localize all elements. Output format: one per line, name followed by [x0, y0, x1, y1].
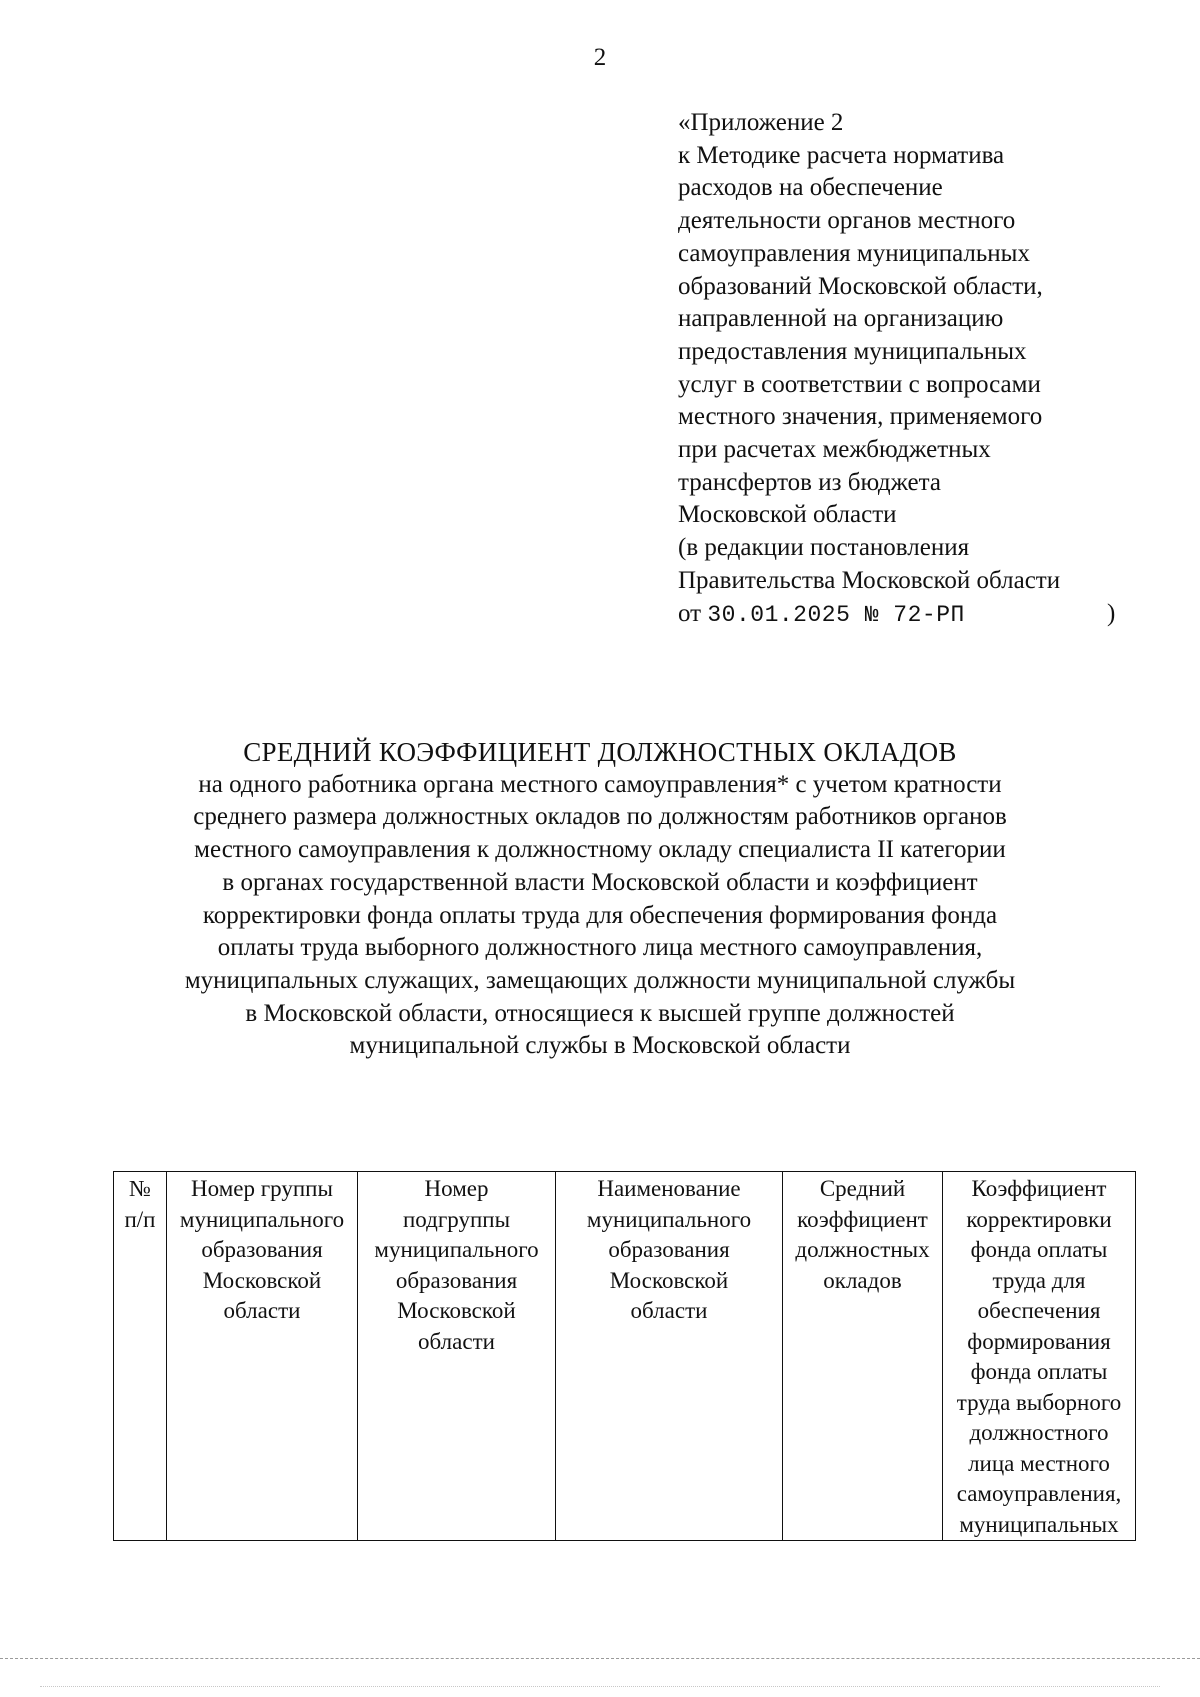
coefficient-table-wrap: [113, 1171, 1135, 1541]
date-prefix: от: [678, 599, 702, 627]
appendix-line: при расчетах межбюджетных: [678, 436, 991, 464]
appendix-line: «Приложение 2: [678, 109, 844, 136]
header-cell-correction-coefficient: Коэффициент корректировки фонда оплаты труда для обеспечения формирования фонда оплаты труда выборного должностного лица местного самоуправления, муниципальных: [943, 1172, 1136, 1541]
title-line: корректировки фонда оплаты труда для обеспечения формирования фонда: [202, 901, 998, 929]
appendix-line: местного значения, применяемого: [678, 403, 1043, 431]
table-header-row: [114, 1172, 1136, 1541]
title-line: в органах государственной власти Московской области и коэффициент: [222, 868, 978, 896]
appendix-line: образований Московской области,: [678, 272, 1043, 300]
header-cell-subgroup: Номер подгруппы муниципального образования Московской области: [358, 1172, 556, 1541]
appendix-line: Московской области: [678, 501, 897, 529]
appendix-line: самоуправления муниципальных: [678, 239, 1030, 267]
appendix-line: направленной на организацию: [678, 305, 1004, 333]
appendix-line: деятельности органов местного: [678, 207, 1016, 235]
appendix-header: [678, 107, 1148, 631]
header-cell-number: № п/п: [114, 1172, 167, 1541]
appendix-line: Правительства Московской области: [678, 566, 1061, 594]
title-main: СРЕДНИЙ КОЭФФИЦИЕНТ ДОЛЖНОСТНЫХ ОКЛАДОВ: [243, 737, 957, 767]
appendix-line: расходов на обеспечение: [678, 174, 943, 202]
header-cell-group: Номер группы муниципального образования Московской области: [167, 1172, 358, 1541]
title-line: муниципальных служащих, замещающих должности муниципальной службы: [184, 966, 1016, 994]
title-line: на одного работника органа местного самоуправления* с учетом кратности: [198, 770, 1002, 798]
appendix-line: услуг в соответствии с вопросами: [678, 370, 1041, 398]
title-line: в Московской области, относящиеся к высшей группе должностей: [245, 999, 955, 1027]
title-line: оплаты труда выборного должностного лица местного самоуправления,: [217, 934, 983, 962]
appendix-line: трансфертов из бюджета: [678, 468, 941, 496]
title-line: муниципальной службы в Московской области: [349, 1032, 851, 1060]
coefficient-table: [113, 1171, 1136, 1541]
scan-edge-line: [40, 1686, 1160, 1687]
appendix-line: (в редакции постановления: [678, 534, 970, 562]
scan-edge-line: [0, 1658, 1200, 1659]
title-line: среднего размера должностных окладов по должностям работников органов: [193, 803, 1007, 831]
appendix-line: предоставления муниципальных: [678, 337, 1027, 365]
appendix-date-line: [678, 598, 1148, 632]
appendix-line: к Методике расчета норматива: [678, 141, 1005, 169]
title-line: местного самоуправления к должностному окладу специалиста II категории: [194, 836, 1006, 864]
header-cell-municipality-name: Наименование муниципального образования Московской области: [556, 1172, 783, 1541]
date-stamp: 30.01.2025 № 72-РП: [707, 601, 965, 628]
header-cell-average-coefficient: Средний коэффициент должностных окладов: [783, 1172, 943, 1541]
page-number: 2: [593, 44, 607, 71]
close-paren: ): [1107, 599, 1116, 627]
document-title: [0, 736, 1200, 1063]
